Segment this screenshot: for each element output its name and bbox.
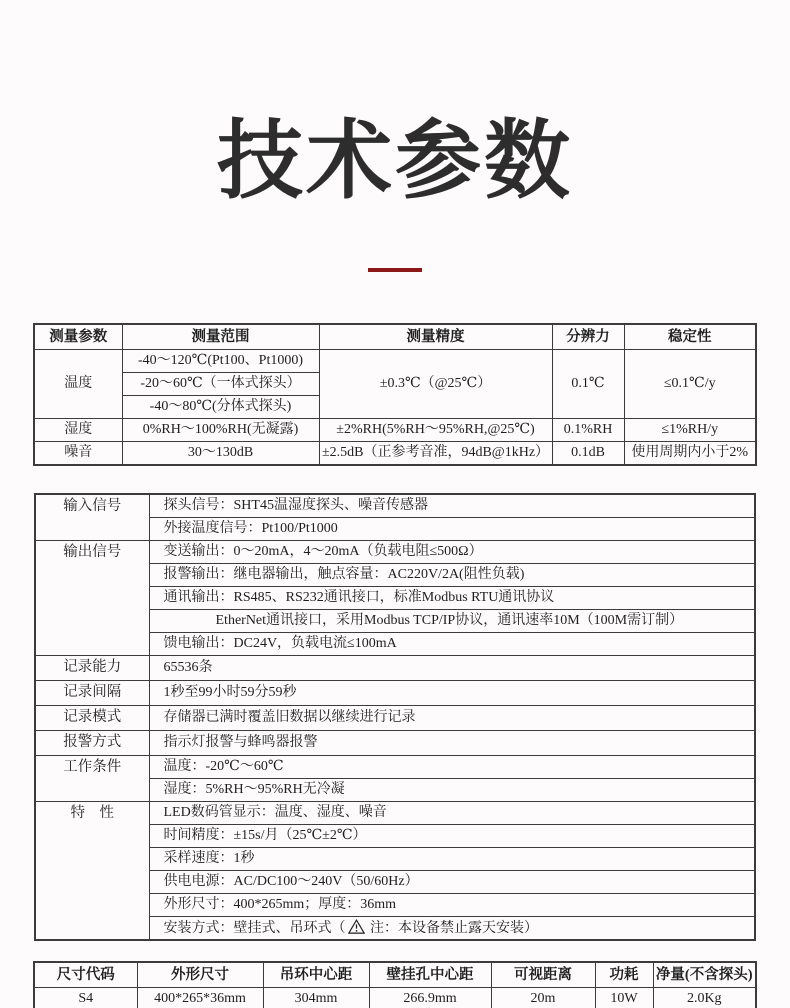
header-wall-hole-center-distance: 壁挂孔中心距 xyxy=(369,962,491,988)
power-consumption-cell: 10W xyxy=(595,988,653,1008)
table-row-noise xyxy=(34,442,756,466)
header-resolution: 分辨力 xyxy=(552,324,624,350)
record-interval-value-cell: 1秒至99小时59分59秒 xyxy=(149,681,755,706)
temperature-stability-cell: ≤0.1℃/y xyxy=(624,350,756,419)
humidity-stability-cell: ≤1%RH/y xyxy=(624,419,756,442)
humidity-range-cell: 0%RH～100%RH(无凝露) xyxy=(122,419,319,442)
temperature-label-cell: 温度 xyxy=(34,350,122,419)
table-row xyxy=(35,802,755,825)
humidity-resolution-cell: 0.1%RH xyxy=(552,419,624,442)
record-mode-label-cell: 记录模式 xyxy=(35,706,149,731)
temperature-range-cell: -40～120℃(Pt100、Pt1000) xyxy=(122,350,319,373)
record-mode-value-cell: 存储器已满时覆盖旧数据以继续进行记录 xyxy=(149,706,755,731)
output-signal-value-cell: 馈电输出：DC24V，负载电流≤100mA xyxy=(149,633,755,656)
working-conditions-value-cell: 温度：-20℃～60℃ xyxy=(149,756,755,779)
record-capacity-value-cell: 65536条 xyxy=(149,656,755,681)
header-size-code: 尺寸代码 xyxy=(34,962,137,988)
table-header-row xyxy=(34,324,756,350)
install-mode-note: 注：本设备禁止露天安装） xyxy=(366,920,538,936)
title-underline xyxy=(368,268,422,272)
noise-range-cell: 30～130dB xyxy=(122,442,319,466)
header-measure-param: 测量参数 xyxy=(34,324,122,350)
record-capacity-label-cell: 记录能力 xyxy=(35,656,149,681)
header-visible-distance: 可视距离 xyxy=(491,962,595,988)
humidity-label-cell: 湿度 xyxy=(34,419,122,442)
outline-size-cell: 400*265*36mm xyxy=(137,988,263,1008)
table-row xyxy=(35,541,755,564)
output-signal-value-cell: 通讯输出：RS485、RS232通讯接口，标准Modbus RTU通讯协议 xyxy=(149,587,755,610)
header-power-consumption: 功耗 xyxy=(595,962,653,988)
detail-spec-table xyxy=(34,493,756,941)
noise-stability-cell: 使用周期内小于2% xyxy=(624,442,756,466)
table-row xyxy=(35,756,755,779)
measurement-spec-table xyxy=(33,323,757,466)
table-row xyxy=(35,731,755,756)
noise-resolution-cell: 0.1dB xyxy=(552,442,624,466)
table-row xyxy=(35,706,755,731)
features-value-cell: 外形尺寸：400*265mm；厚度：36mm xyxy=(149,894,755,917)
header-hook-center-distance: 吊环中心距 xyxy=(263,962,369,988)
header-net-weight: 净量(不含探头) xyxy=(653,962,756,988)
noise-accuracy-cell: ±2.5dB（正参考音准，94dB@1kHz） xyxy=(319,442,552,466)
temperature-range-cell: -20～60℃（一体式探头） xyxy=(122,373,319,396)
input-signal-value-cell: 探头信号：SHT45温湿度探头、噪音传感器 xyxy=(149,494,755,518)
header-outline-size: 外形尺寸 xyxy=(137,962,263,988)
page-title: 技术参数 xyxy=(217,113,573,209)
table-row-humidity xyxy=(34,419,756,442)
working-conditions-value-cell: 湿度：5%RH～95%RH无冷凝 xyxy=(149,779,755,802)
table-row xyxy=(35,494,755,518)
table-row xyxy=(35,656,755,681)
input-signal-label-cell: 输入信号 xyxy=(35,494,149,541)
install-mode-text: 安装方式：壁挂式、吊环式（ xyxy=(163,920,346,936)
table-header-row xyxy=(34,962,756,988)
temperature-resolution-cell: 0.1℃ xyxy=(552,350,624,419)
features-label-cell: 特 性 xyxy=(35,802,149,941)
alarm-mode-label-cell: 报警方式 xyxy=(35,731,149,756)
working-conditions-label-cell: 工作条件 xyxy=(35,756,149,802)
header-stability: 稳定性 xyxy=(624,324,756,350)
net-weight-cell: 2.0Kg xyxy=(653,988,756,1008)
table-row-temperature xyxy=(34,350,756,373)
header-measure-accuracy: 测量精度 xyxy=(319,324,552,350)
output-signal-label-cell: 输出信号 xyxy=(35,541,149,656)
table-row xyxy=(34,988,756,1008)
warning-triangle-icon xyxy=(348,919,365,934)
features-value-cell: 时间精度：±15s/月（25℃±2℃） xyxy=(149,825,755,848)
wall-hole-center-distance-cell: 266.9mm xyxy=(369,988,491,1008)
features-value-cell: 采样速度：1秒 xyxy=(149,848,755,871)
output-signal-value-cell: 报警输出：继电器输出，触点容量：AC220V/2A(阻性负载) xyxy=(149,564,755,587)
visible-distance-cell: 20m xyxy=(491,988,595,1008)
alarm-mode-value-cell: 指示灯报警与蜂鸣器报警 xyxy=(149,731,755,756)
features-value-cell: LED数码管显示：温度、湿度、噪音 xyxy=(149,802,755,825)
table-row xyxy=(35,681,755,706)
output-signal-value-cell: EtherNet通讯接口，采用Modbus TCP/IP协议，通讯速率10M（100M需订制） xyxy=(149,610,755,633)
record-interval-label-cell: 记录间隔 xyxy=(35,681,149,706)
humidity-accuracy-cell: ±2%RH(5%RH～95%RH,@25℃) xyxy=(319,419,552,442)
hook-center-distance-cell: 304mm xyxy=(263,988,369,1008)
dimension-table xyxy=(33,961,757,1008)
noise-label-cell: 噪音 xyxy=(34,442,122,466)
size-code-cell: S4 xyxy=(34,988,137,1008)
output-signal-value-cell: 变送输出：0～20mA，4～20mA（负载电阻≤500Ω） xyxy=(149,541,755,564)
input-signal-value-cell: 外接温度信号：Pt100/Pt1000 xyxy=(149,518,755,541)
install-mode-value-cell xyxy=(149,917,755,941)
header-measure-range: 测量范围 xyxy=(122,324,319,350)
temperature-accuracy-cell: ±0.3℃（@25℃） xyxy=(319,350,552,419)
features-value-cell: 供电电源：AC/DC100～240V（50/60Hz） xyxy=(149,871,755,894)
temperature-range-cell: -40～80℃(分体式探头) xyxy=(122,396,319,419)
